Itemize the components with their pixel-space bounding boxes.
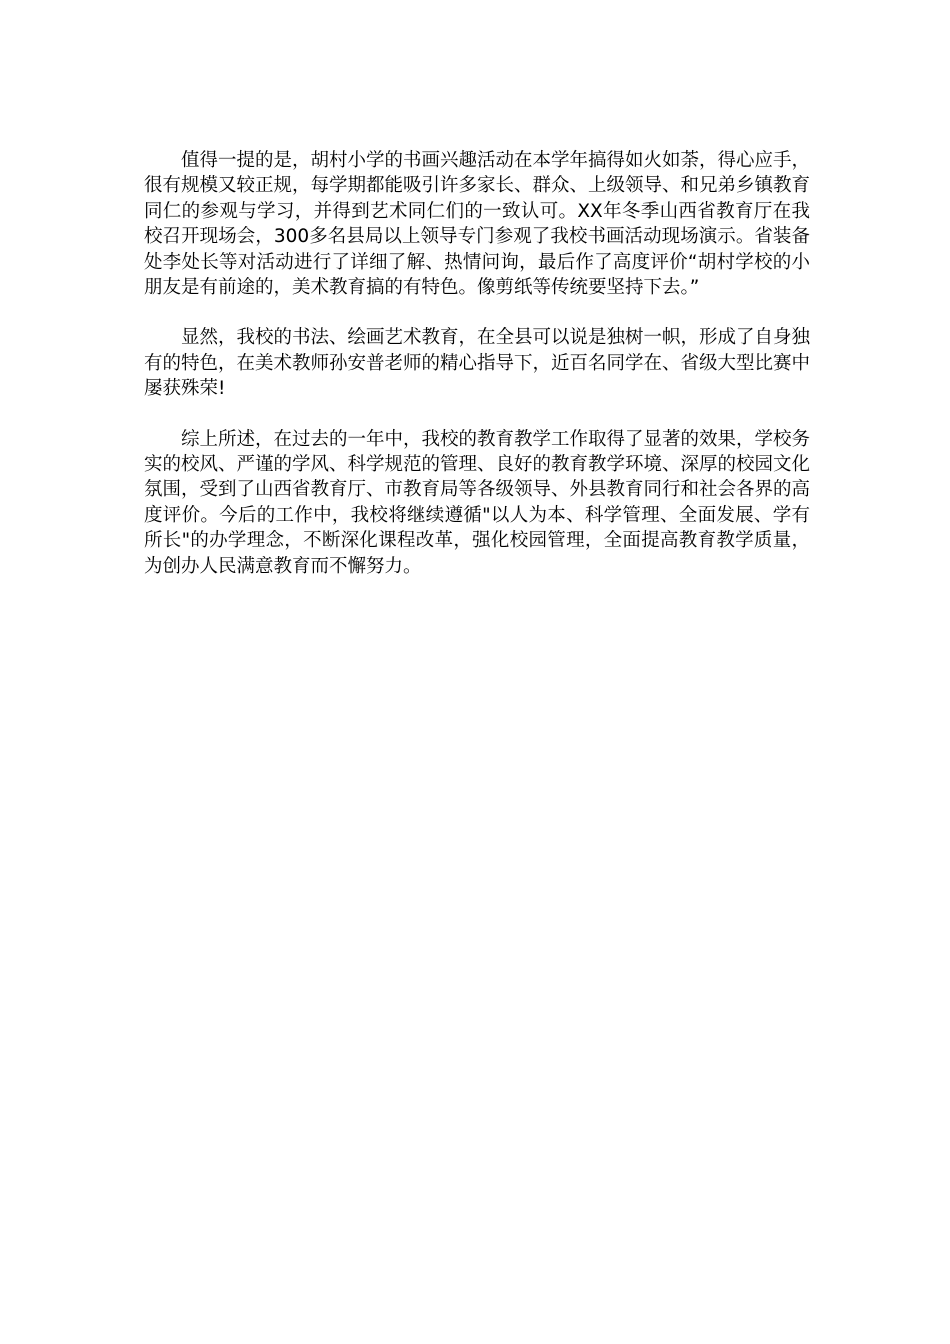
paragraph-calligraphy-painting: 显然，我校的书法、绘画艺术教育，在全县可以说是独树一帜，形成了自身独有的特色，在美术教师孙安普老师的精心指导下，近百名同学在、省级大型比赛中屡获殊荣! [144,327,811,400]
paragraph-summary: 综上所述，在过去的一年中，我校的教育教学工作取得了显著的效果，学校务实的校风、严谨的学风、科学规范的管理、良好的教育教学环境、深厚的校园文化氛围，受到了山西省教育厅、市教育局等各级领导、外县教育同行和社会各界的高度评价。今后的工作中，我校将继续遵循"以人为本、科学管理、全面发展、学有所长"的办学理念，不断深化课程改革，强化校园管理，全面提高教育教学质量，为创办人民满意教育而不懈努力。 [144,428,811,577]
paragraph-art-activities: 值得一提的是，胡村小学的书画兴趣活动在本学年搞得如火如荼，得心应手，很有规模又较正规，每学期都能吸引许多家长、群众、上级领导、和兄弟乡镇教育同仁的参观与学习，并得到艺术同仁们的一致认可。XX年冬季山西省教育厅在我校召开现场会，300多名县局以上领导专门参观了我校书画活动现场演示。省装备处李处长等对活动进行了详细了解、热情问询，最后作了高度评价“胡村学校的小朋友是有前途的，美术教育搞的有特色。像剪纸等传统要坚持下去。” [144,150,811,299]
document-body [144,148,810,604]
